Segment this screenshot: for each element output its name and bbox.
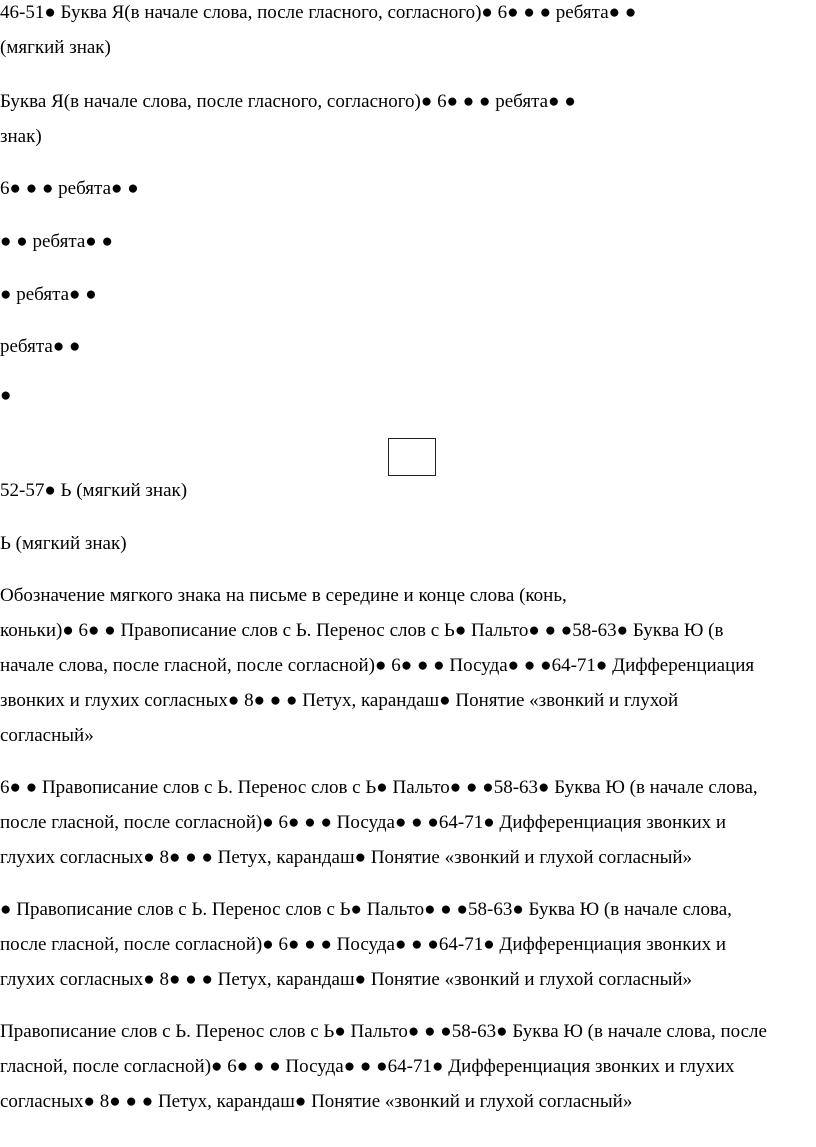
text-line: коньки)● 6● ● Правописание слов с Ь. Перенос слов с Ь● Пальто● ● ●58-63● Буква Ю (в xyxy=(0,620,724,641)
text-line: начале слова, после гласной, после согласной)● 6● ● ● Посуда● ● ●64-71● Дифференциация xyxy=(0,655,755,676)
text-line: ● ребята● ● xyxy=(0,284,97,305)
text-line: Правописание слов с Ь. Перенос слов с Ь● Пальто● ● ●58-63● Буква Ю (в начале слова, после xyxy=(0,1021,767,1042)
text-line: (мягкий знак) xyxy=(0,37,111,58)
section-heading: 52-57● Ь (мягкий знак) xyxy=(0,480,188,501)
empty-image-frame xyxy=(388,438,436,476)
text-line: после гласной, после согласной)● 6● ● ● Посуда● ● ●64-71● Дифференциация звонких и xyxy=(0,934,727,955)
text-line: после гласной, после согласной)● 6● ● ● Посуда● ● ●64-71● Дифференциация звонких и xyxy=(0,812,727,833)
text-line: 46-51● Буква Я(в начале слова, после гласного, согласного)● 6● ● ● ребята● ● xyxy=(0,2,637,23)
text-line: гласной, после согласной)● 6● ● ● Посуда● ● ●64-71● Дифференциация звонких и глухих xyxy=(0,1056,735,1077)
text-line: Буква Я(в начале слова, после гласного, согласного)● 6● ● ● ребята● ● xyxy=(0,91,576,112)
text-line: Ь (мягкий знак) xyxy=(0,533,127,554)
text-line: согласный» xyxy=(0,725,94,746)
text-line: ● ● ребята● ● xyxy=(0,231,113,252)
text-line: 6● ● ● ребята● ● xyxy=(0,178,139,199)
text-line: ● xyxy=(0,385,12,406)
text-line: ребята● ● xyxy=(0,336,81,357)
text-line: звонких и глухих согласных● 8● ● ● Петух, карандаш● Понятие «звонкий и глухой xyxy=(0,690,679,711)
text-line: ● Правописание слов с Ь. Перенос слов с Ь● Пальто● ● ●58-63● Буква Ю (в начале слова, xyxy=(0,899,732,920)
text-line: согласных● 8● ● ● Петух, карандаш● Понятие «звонкий и глухой согласный» xyxy=(0,1091,633,1112)
text-line: Обозначение мягкого знака на письме в середине и конце слова (конь, xyxy=(0,585,567,606)
text-line: 6● ● Правописание слов с Ь. Перенос слов с Ь● Пальто● ● ●58-63● Буква Ю (в начале слова, xyxy=(0,777,758,798)
text-line: знак) xyxy=(0,126,42,147)
text-line: глухих согласных● 8● ● ● Петух, карандаш● Понятие «звонкий и глухой согласный» xyxy=(0,969,693,990)
text-line: глухих согласных● 8● ● ● Петух, карандаш● Понятие «звонкий и глухой согласный» xyxy=(0,847,693,868)
